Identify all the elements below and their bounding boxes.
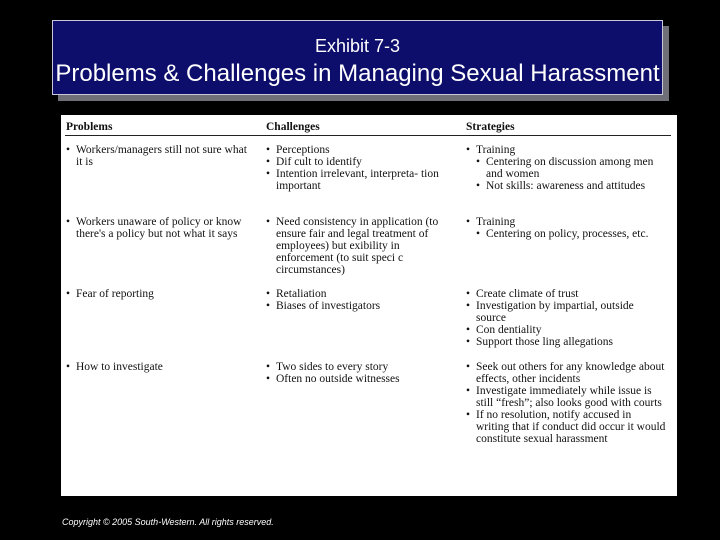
list-item-text: Two sides to every story [276, 361, 389, 373]
list-item [266, 216, 456, 276]
bullet-icon: • [466, 144, 471, 156]
sub-list-item-text: Not skills: awareness and attitudes [486, 180, 646, 192]
list-item-text: How to investigate [76, 361, 163, 373]
bullet-icon: • [466, 324, 471, 336]
bullet-icon: • [466, 288, 471, 300]
list-item [466, 361, 666, 385]
table-cell-challenges [266, 216, 456, 276]
exhibit-table [61, 115, 677, 496]
table-cell-strategies [466, 216, 666, 240]
list-item-text: Intention irrelevant, interpreta- tion important [276, 168, 439, 192]
sub-list-item-text: Centering on discussion among men and women [486, 156, 654, 180]
table-cell-strategies [466, 144, 666, 192]
list-item [66, 361, 256, 373]
bullet-icon: • [266, 361, 271, 373]
bullet-icon: • [476, 180, 481, 192]
list-item [66, 144, 256, 168]
sub-list-item [466, 228, 666, 240]
list-item [66, 288, 256, 300]
list-item [466, 324, 666, 336]
list-item [466, 288, 666, 300]
exhibit-label: Exhibit 7-3 [314, 36, 401, 56]
list-item-text: Workers/managers still not sure what it is [76, 144, 247, 168]
bullet-icon: • [266, 373, 271, 385]
list-item [466, 385, 666, 409]
copyright-notice: Copyright © 2005 South-Western. All rights reserved. [62, 517, 274, 527]
list-item-text: Perceptions [276, 144, 330, 156]
list-item-text: Con dentiality [476, 324, 542, 336]
table-cell-problems [66, 144, 256, 168]
table-cell-challenges [266, 144, 456, 192]
list-item-text: Need consistency in application (to ensure fair and legal treatment of employees) but exibility in enforcement (to suit speci c circumstances) [276, 216, 439, 276]
list-item [466, 336, 666, 348]
column-header-strategies: Strategies [466, 121, 515, 133]
table-cell-challenges [266, 361, 456, 385]
slide-title: Problems & Challenges in Managing Sexual Harassment [55, 60, 660, 87]
bullet-icon: • [266, 300, 271, 312]
list-item [266, 300, 456, 312]
sub-list-item [466, 180, 666, 192]
list-item [266, 361, 456, 373]
sub-list-item [466, 156, 666, 180]
bullet-icon: • [476, 156, 481, 168]
bullet-icon: • [66, 216, 71, 228]
table-cell-challenges [266, 288, 456, 312]
bullet-icon: • [266, 144, 271, 156]
column-header-challenges: Challenges [266, 121, 320, 133]
bullet-icon: • [476, 228, 481, 240]
list-item [466, 409, 666, 445]
list-item-text: Often no outside witnesses [276, 373, 400, 385]
bullet-icon: • [466, 385, 471, 397]
table-cell-problems [66, 216, 256, 240]
bullet-icon: • [466, 361, 471, 373]
list-item-text: Retaliation [276, 288, 327, 300]
list-item-text: Dif cult to identify [276, 156, 362, 168]
list-item-text: Biases of investigators [276, 300, 381, 312]
bullet-icon: • [466, 300, 471, 312]
list-item-text: Create climate of trust [476, 288, 579, 300]
bullet-icon: • [466, 216, 471, 228]
list-item-text: Investigate immediately while issue is still “fresh”; also looks good with courts [476, 385, 662, 409]
bullet-icon: • [66, 361, 71, 373]
list-item [466, 300, 666, 324]
list-item [266, 373, 456, 385]
list-item [266, 288, 456, 300]
header-divider [65, 135, 671, 136]
list-item [266, 156, 456, 168]
bullet-icon: • [66, 288, 71, 300]
list-item [466, 144, 666, 156]
bullet-icon: • [266, 168, 271, 180]
table-cell-problems [66, 288, 256, 300]
list-item-text: Training [476, 144, 516, 156]
list-item-text: Support those ling allegations [476, 336, 614, 348]
list-item-text: Workers unaware of policy or know there's a policy but not what it says [76, 216, 242, 240]
bullet-icon: • [466, 336, 471, 348]
bullet-icon: • [266, 288, 271, 300]
table-cell-strategies [466, 288, 666, 348]
bullet-icon: • [466, 409, 471, 421]
list-item [266, 168, 456, 192]
list-item-text: Training [476, 216, 516, 228]
table-cell-problems [66, 361, 256, 373]
bullet-icon: • [266, 156, 271, 168]
list-item-text: If no resolution, notify accused in writing that if conduct did occur it would constitute sexual harassment [476, 409, 666, 445]
title-banner [52, 20, 663, 95]
bullet-icon: • [266, 216, 271, 228]
list-item-text: Investigation by impartial, outside source [476, 300, 634, 324]
list-item [466, 216, 666, 228]
list-item-text: Seek out others for any knowledge about effects, other incidents [476, 361, 665, 385]
column-header-problems: Problems [66, 121, 113, 133]
list-item [66, 216, 256, 240]
sub-list-item-text: Centering on policy, processes, etc. [486, 228, 649, 240]
list-item [266, 144, 456, 156]
table-cell-strategies [466, 361, 666, 445]
list-item-text: Fear of reporting [76, 288, 154, 300]
bullet-icon: • [66, 144, 71, 156]
